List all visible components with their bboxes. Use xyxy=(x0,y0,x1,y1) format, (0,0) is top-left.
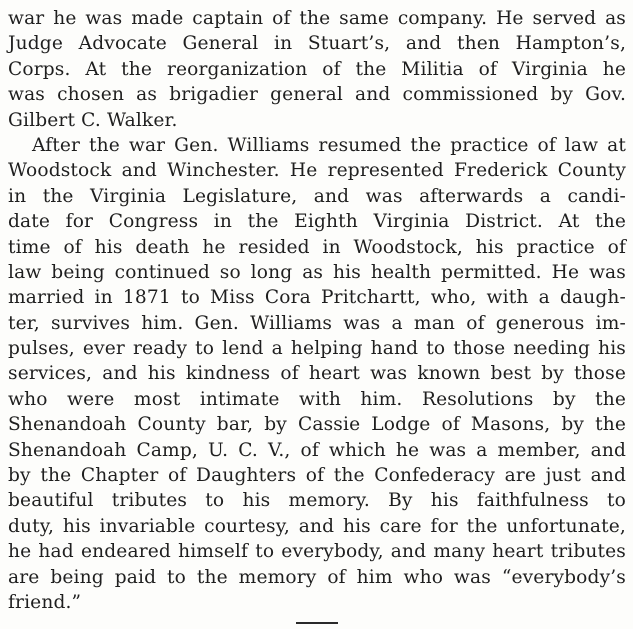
text-line: Shenandoah Camp, U. C. V., of which he was a member, and xyxy=(8,439,626,461)
text-line: in the Virginia Legislature, and was afterwards a candi- xyxy=(8,185,626,207)
text-line: time of his death he resided in Woodstock, his practice of xyxy=(8,236,626,258)
text-line: Woodstock and Winchester. He represented Frederick County xyxy=(8,160,626,182)
text-line: ter, survives him. Gen. Williams was a man of generous im- xyxy=(8,312,626,334)
section-divider-rule xyxy=(296,622,338,624)
text-line: he had endeared himself to everybody, and many heart tributes xyxy=(8,541,626,563)
article-body xyxy=(8,6,626,615)
text-line: war he was made captain of the same company. He served as xyxy=(8,8,626,29)
text-line: married in 1871 to Miss Cora Pritchartt, who, with a daugh- xyxy=(8,287,626,309)
text-line: Gilbert C. Walker. xyxy=(8,109,178,131)
text-line: are being paid to the memory of him who was “everybody’s xyxy=(8,566,626,588)
text-line: pulses, ever ready to lend a helping hand to those needing his xyxy=(8,338,626,360)
text-line: was chosen as brigadier general and commissioned by Gov. xyxy=(8,84,626,106)
text-line: services, and his kindness of heart was known best by those xyxy=(8,363,626,385)
text-line: Shenandoah County bar, by Cassie Lodge of Masons, by the xyxy=(8,414,626,436)
paragraph-after-the-war xyxy=(8,133,626,615)
text-line: law being continued so long as his health permitted. He was xyxy=(8,261,626,283)
text-line: by the Chapter of Daughters of the Confederacy are just and xyxy=(8,465,626,487)
text-line: duty, his invariable courtesy, and his care for the unfortunate, xyxy=(8,515,626,537)
text-line: who were most intimate with him. Resolutions by the xyxy=(8,388,626,410)
text-line: date for Congress in the Eighth Virginia District. At the xyxy=(8,211,626,233)
text-line: friend.” xyxy=(8,591,82,613)
text-line: beautiful tributes to his memory. By his faithfulness to xyxy=(8,490,626,512)
paragraph-military-career xyxy=(8,6,626,133)
text-line: Judge Advocate General in Stuart’s, and then Hampton’s, xyxy=(8,33,626,55)
text-line: After the war Gen. Williams resumed the practice of law at xyxy=(32,134,626,156)
text-line: Corps. At the reorganization of the Militia of Virginia he xyxy=(8,58,626,80)
